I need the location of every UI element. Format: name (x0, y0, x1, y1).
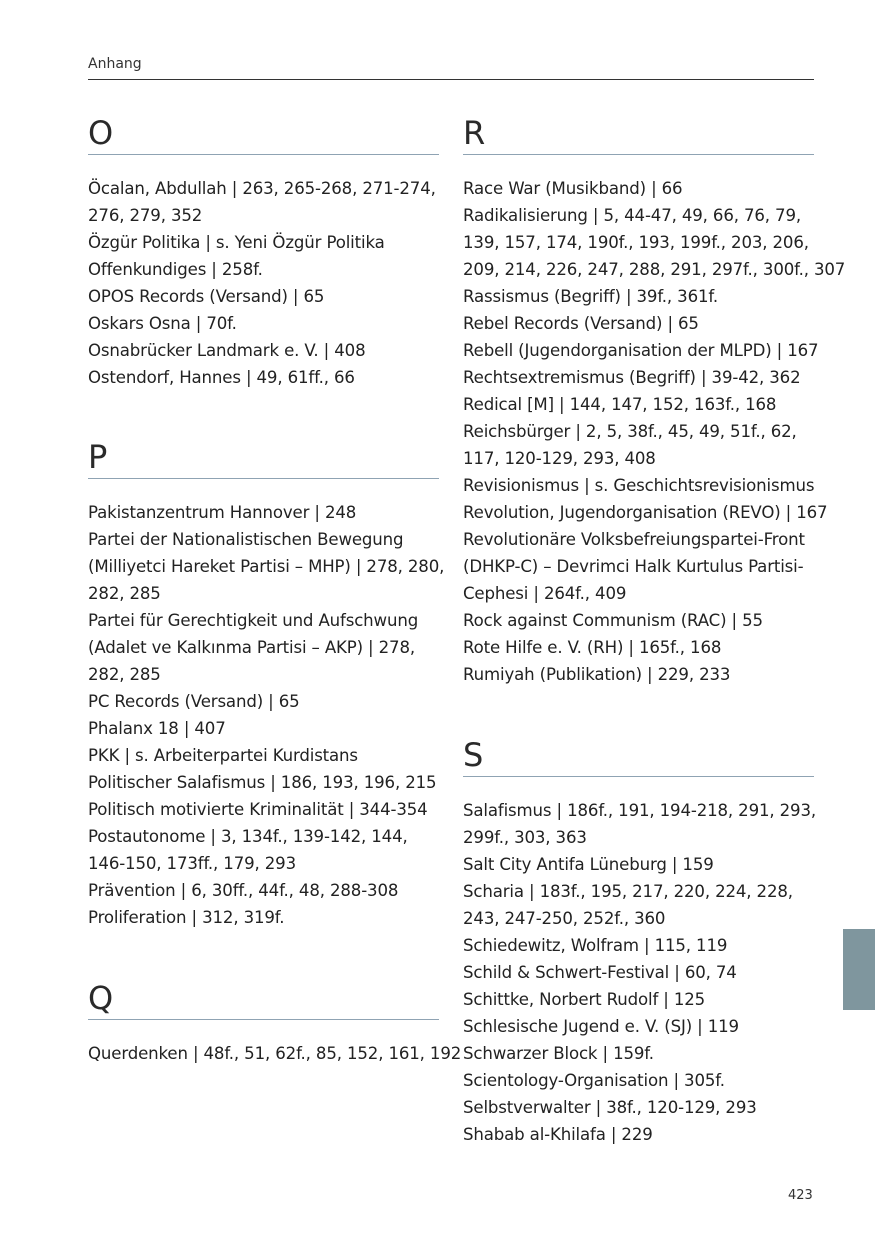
index-entry: 146-150, 173ff., 179, 293 (88, 854, 296, 873)
index-entry: Rassismus (Begriff) | 39f., 361f. (463, 287, 719, 306)
index-entry: Rebel Records (Versand) | 65 (463, 314, 699, 333)
section-letter: Q (88, 979, 114, 1017)
index-entry: Schwarzer Block | 159f. (463, 1044, 654, 1063)
index-entry: Shabab al-Khilafa | 229 (463, 1125, 653, 1144)
index-entry: Querdenken | 48f., 51, 62f., 85, 152, 161, 192 (88, 1044, 462, 1063)
index-entry: (DHKP-C) – Devrimci Halk Kurtulus Partisi- (463, 557, 804, 576)
index-entry: Partei der Nationalistischen Bewegung (88, 530, 404, 549)
index-entry: (Milliyetci Hareket Partisi – MHP) | 278, 280, (88, 557, 445, 576)
index-entry: Schlesische Jugend e. V. (SJ) | 119 (463, 1017, 739, 1036)
index-entry: Race War (Musikband) | 66 (463, 179, 683, 198)
section-rule (463, 154, 814, 155)
index-entry: Öcalan, Abdullah | 263, 265-268, 271-274, (88, 179, 436, 198)
index-entry: Osnabrücker Landmark e. V. | 408 (88, 341, 366, 360)
index-entry: Proliferation | 312, 319f. (88, 908, 285, 927)
index-section-p (88, 438, 445, 931)
index-entry: Phalanx 18 | 407 (88, 719, 226, 738)
index-entry: Cephesi | 264f., 409 (463, 584, 627, 603)
page-number: 423 (788, 1188, 813, 1203)
index-entry: Rumiyah (Publikation) | 229, 233 (463, 665, 731, 684)
index-entry: Özgür Politika | s. Yeni Özgür Politika (88, 233, 385, 252)
index-section-s (463, 736, 814, 1148)
index-entry: Schittke, Norbert Rudolf | 125 (463, 990, 706, 1009)
running-head: Anhang (88, 56, 142, 72)
section-rule (88, 1019, 439, 1020)
index-entry: Schiedewitz, Wolfram | 115, 119 (463, 936, 728, 955)
index-entry: Revolution, Jugendorganisation (REVO) | 167 (463, 503, 828, 522)
index-entry-list (463, 175, 846, 688)
index-entry: 282, 285 (88, 584, 161, 603)
chapter-thumb-tab (843, 929, 875, 1010)
index-entry: Rebell (Jugendorganisation der MLPD) | 167 (463, 341, 819, 360)
index-entry: Revolutionäre Volksbefreiungspartei-Front (463, 530, 805, 549)
index-entry-list (88, 499, 445, 931)
index-entry: (Adalet ve Kalkınma Partisi – AKP) | 278, (88, 638, 415, 657)
section-rule (88, 154, 439, 155)
index-entry: Radikalisierung | 5, 44-47, 49, 66, 76, 79, (463, 206, 801, 225)
index-entry: 243, 247-250, 252f., 360 (463, 909, 666, 928)
index-entry: Rechtsextremismus (Begriff) | 39-42, 362 (463, 368, 801, 387)
index-entry: Postautonome | 3, 134f., 139-142, 144, (88, 827, 408, 846)
index-entry: Scientology-Organisation | 305f. (463, 1071, 725, 1090)
index-entry: 282, 285 (88, 665, 161, 684)
index-entry: Selbstverwalter | 38f., 120-129, 293 (463, 1098, 757, 1117)
index-entry-list (463, 797, 814, 1148)
index-entry: Ostendorf, Hannes | 49, 61ff., 66 (88, 368, 355, 387)
index-entry: Revisionismus | s. Geschichtsrevisionismus (463, 476, 815, 495)
index-entry: Rote Hilfe e. V. (RH) | 165f., 168 (463, 638, 722, 657)
index-entry: 276, 279, 352 (88, 206, 203, 225)
index-section-r (463, 114, 846, 688)
index-entry: Salt City Antifa Lüneburg | 159 (463, 855, 714, 874)
section-rule (88, 478, 439, 479)
index-entry: PKK | s. Arbeiterpartei Kurdistans (88, 746, 358, 765)
index-entry: Scharia | 183f., 195, 217, 220, 224, 228, (463, 882, 793, 901)
index-entry: Partei für Gerechtigkeit und Aufschwung (88, 611, 419, 630)
index-entry: 299f., 303, 363 (463, 828, 587, 847)
index-entry: OPOS Records (Versand) | 65 (88, 287, 325, 306)
index-entry: 117, 120-129, 293, 408 (463, 449, 656, 468)
index-entry: 139, 157, 174, 190f., 193, 199f., 203, 206, (463, 233, 809, 252)
index-entry: Pakistanzentrum Hannover | 248 (88, 503, 357, 522)
section-letter: P (88, 438, 108, 476)
section-letter: O (88, 114, 114, 152)
index-entry: Oskars Osna | 70f. (88, 314, 237, 333)
index-section-q (88, 979, 462, 1067)
index-entry: Politisch motivierte Kriminalität | 344-354 (88, 800, 428, 819)
index-entry: Prävention | 6, 30ff., 44f., 48, 288-308 (88, 881, 399, 900)
index-entry: Rock against Communism (RAC) | 55 (463, 611, 763, 630)
index-entry-list (88, 175, 439, 391)
index-entry: Salafismus | 186f., 191, 194-218, 291, 293, (463, 801, 816, 820)
header-rule (88, 79, 814, 80)
index-entry: Politischer Salafismus | 186, 193, 196, 215 (88, 773, 437, 792)
index-entry: Reichsbürger | 2, 5, 38f., 45, 49, 51f., 62, (463, 422, 797, 441)
index-section-o (88, 114, 439, 391)
index-entry: 209, 214, 226, 247, 288, 291, 297f., 300f., 307 (463, 260, 846, 279)
section-letter: R (463, 114, 486, 152)
index-entry: PC Records (Versand) | 65 (88, 692, 300, 711)
section-rule (463, 776, 814, 777)
section-letter: S (463, 736, 484, 774)
index-entry-list (88, 1040, 462, 1067)
index-entry: Schild & Schwert-Festival | 60, 74 (463, 963, 737, 982)
index-entry: Offenkundiges | 258f. (88, 260, 263, 279)
index-entry: Redical [M] | 144, 147, 152, 163f., 168 (463, 395, 777, 414)
